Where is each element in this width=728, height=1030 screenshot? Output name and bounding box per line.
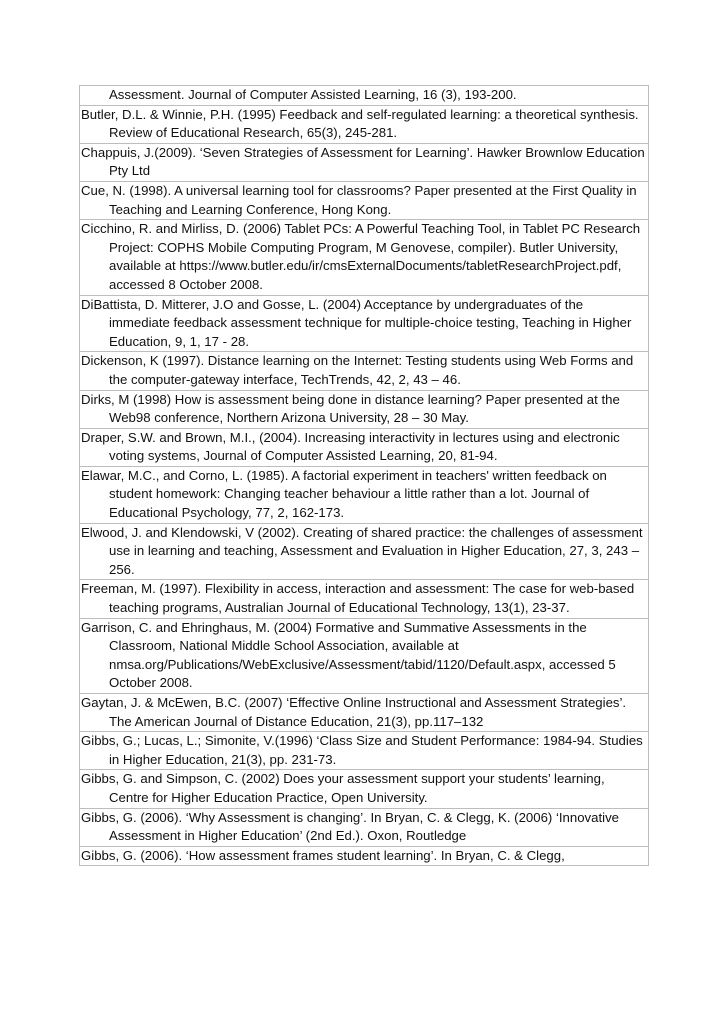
reference-entry: Gibbs, G. (2006). ‘Why Assessment is changing’. In Bryan, C. & Clegg, K. (2006) ‘Innovative Assessment in Higher Education’ (2nd Ed.). Oxon, Routledge bbox=[80, 809, 648, 847]
reference-entry: DiBattista, D. Mitterer, J.O and Gosse, L. (2004) Acceptance by undergraduates of the immediate feedback assessment technique for multiple-choice testing, Teaching in Higher Education, 9, 1, 17 - 28. bbox=[80, 296, 648, 353]
reference-entry: Dirks, M (1998) How is assessment being done in distance learning? Paper presented at the Web98 conference, Northern Arizona University, 28 – 30 May. bbox=[80, 391, 648, 429]
reference-entry: Assessment. Journal of Computer Assisted Learning, 16 (3), 193-200. bbox=[80, 86, 648, 106]
reference-entry: Garrison, C. and Ehringhaus, M. (2004) Formative and Summative Assessments in the Classroom, National Middle School Association, available at nmsa.org/Publications/WebExclusive/Assessment/tabid/1120/Default.aspx, accessed 5 October 2008. bbox=[80, 619, 648, 694]
reference-entry: Cicchino, R. and Mirliss, D. (2006) Tablet PCs: A Powerful Teaching Tool, in Tablet PC Research Project: COPHS Mobile Computing Program, M Genovese, compiler). Butler University, available at https://www.butler.edu/ir/cmsExternalDocuments/tabletResearchProject.pdf, accessed 8 October 2008. bbox=[80, 220, 648, 295]
reference-list bbox=[79, 85, 649, 866]
reference-entry: Freeman, M. (1997). Flexibility in access, interaction and assessment: The case for web-based teaching programs, Australian Journal of Educational Technology, 13(1), 23-37. bbox=[80, 580, 648, 618]
reference-entry: Gibbs, G. (2006). ‘How assessment frames student learning’. In Bryan, C. & Clegg, bbox=[80, 847, 648, 867]
reference-entry: Cue, N. (1998). A universal learning tool for classrooms? Paper presented at the First Quality in Teaching and Learning Conference, Hong Kong. bbox=[80, 182, 648, 220]
reference-entry: Butler, D.L. & Winnie, P.H. (1995) Feedback and self-regulated learning: a theoretical synthesis. Review of Educational Research, 65(3), 245-281. bbox=[80, 106, 648, 144]
reference-entry: Elawar, M.C., and Corno, L. (1985). A factorial experiment in teachers' written feedback on student homework: Changing teacher behaviour a little rather than a lot. Journal of Educational Psychology, 77, 2, 162-173. bbox=[80, 467, 648, 524]
reference-entry: Gibbs, G. and Simpson, C. (2002) Does your assessment support your students’ learning, Centre for Higher Education Practice, Open University. bbox=[80, 770, 648, 808]
reference-entry: Gibbs, G.; Lucas, L.; Simonite, V.(1996) ‘Class Size and Student Performance: 1984-94. Studies in Higher Education, 21(3), pp. 231-73. bbox=[80, 732, 648, 770]
reference-entry: Chappuis, J.(2009). ‘Seven Strategies of Assessment for Learning’. Hawker Brownlow Education Pty Ltd bbox=[80, 144, 648, 182]
reference-entry: Dickenson, K (1997). Distance learning on the Internet: Testing students using Web Forms and the computer-gateway interface, TechTrends, 42, 2, 43 – 46. bbox=[80, 352, 648, 390]
reference-entry: Draper, S.W. and Brown, M.I., (2004). Increasing interactivity in lectures using and electronic voting systems, Journal of Computer Assisted Learning, 20, 81-94. bbox=[80, 429, 648, 467]
reference-entry: Elwood, J. and Klendowski, V (2002). Creating of shared practice: the challenges of assessment use in learning and teaching, Assessment and Evaluation in Higher Education, 27, 3, 243 – 256. bbox=[80, 524, 648, 581]
reference-entry: Gaytan, J. & McEwen, B.C. (2007) ‘Effective Online Instructional and Assessment Strategies’. The American Journal of Distance Education, 21(3), pp.117–132 bbox=[80, 694, 648, 732]
